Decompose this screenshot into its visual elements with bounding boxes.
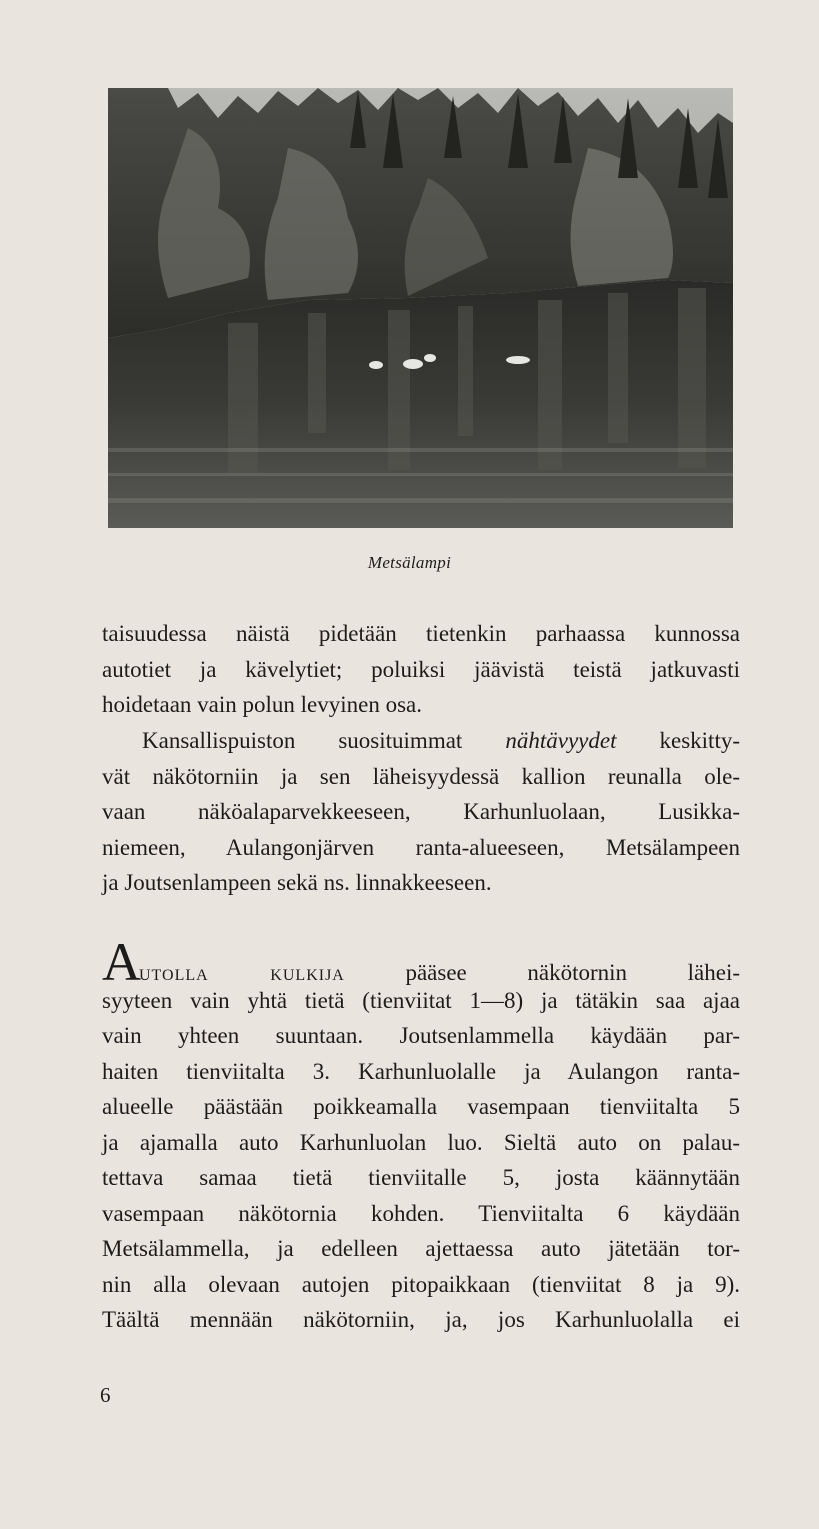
text-line: Kansallispuiston suosituimmat nähtävyydet keskitty- xyxy=(142,728,740,753)
paragraph-attractions xyxy=(102,723,740,901)
text-line: vain yhteen suuntaan. Joutsenlammella käydään par- xyxy=(102,1023,740,1048)
small-caps-heading: utolla kulkija xyxy=(139,960,345,985)
lake-photograph xyxy=(108,88,733,528)
text-line: ja Joutsenlampeen sekä ns. linnakkeeseen. xyxy=(102,870,492,895)
text-line: tettava samaa tietä tienviitalle 5, josta käännytään xyxy=(102,1165,740,1190)
paragraph-motorists xyxy=(102,932,740,1338)
emphasis-word: nähtävyydet xyxy=(505,728,617,753)
text-line: hoidetaan vain polun levyinen osa. xyxy=(102,692,423,717)
text-line: taisuudessa näistä pidetään tietenkin parhaassa kunnossa xyxy=(102,621,740,646)
page-number: 6 xyxy=(100,1383,111,1407)
text-line: ja ajamalla auto Karhunluolan luo. Sieltä auto on palau- xyxy=(102,1129,740,1155)
paragraph-continuation xyxy=(102,616,740,723)
text-line: vasempaan näkötornia kohden. Tienviitalta 6 käydään xyxy=(102,1200,740,1226)
text-line: haiten tienviitalta 3. Karhunluolalle ja Aulangon ranta- xyxy=(102,1058,740,1084)
text-line: nin alla olevaan autojen pitopaikkaan (tienviitat 8 ja 9). xyxy=(102,1271,740,1297)
text-line: Metsälammella, ja edelleen ajettaessa auto jätetään tor- xyxy=(102,1236,740,1261)
drop-cap: A xyxy=(102,932,139,992)
text-line: Täältä mennään näkötorniin, ja, jos Karhunluolalla ei xyxy=(102,1307,740,1332)
text-line: vät näkötorniin ja sen läheisyydessä kallion reunalla ole- xyxy=(102,763,740,789)
lake-photo-image xyxy=(108,88,733,528)
text-line: vaan näköalaparvekkeeseen, Karhunluolaan, Lusikka- xyxy=(102,799,740,824)
text-line: Autolla kulkija pääsee näkötornin lähei- xyxy=(102,932,740,992)
text-line: autotiet ja kävelytiet; poluiksi jäävistä teistä jatkuvasti xyxy=(102,656,740,682)
text-line: alueelle päästään poikkeamalla vasempaan tienviitalta 5 xyxy=(102,1094,740,1119)
text-line: niemeen, Aulangonjärven ranta-alueeseen, Metsälampeen xyxy=(102,834,740,860)
photo-caption: Metsälampi xyxy=(367,553,452,572)
text-line: syyteen vain yhtä tietä (tienviitat 1—8) ja tätäkin saa ajaa xyxy=(102,987,740,1013)
